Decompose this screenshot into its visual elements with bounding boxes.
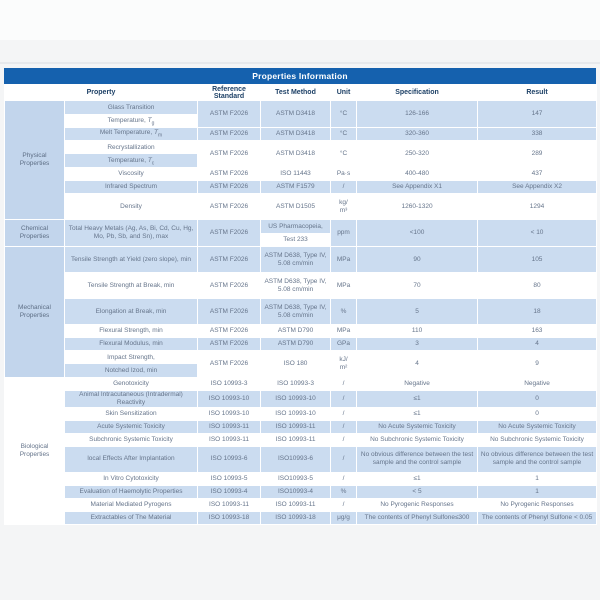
cell-test-method: ISO 10993-10 xyxy=(261,407,331,420)
cell-unit: kJ/ m² xyxy=(331,351,357,378)
table-row xyxy=(5,181,597,194)
cell-unit: MPa xyxy=(331,247,357,273)
cell-reference-standard: ASTM F2026 xyxy=(198,299,261,325)
cell-test-method: ISO 10993-10 xyxy=(261,391,331,408)
cell-unit: GPa xyxy=(331,338,357,351)
cell-specification: 320-360 xyxy=(357,128,478,141)
cell-property-line: Temperature, $T_g$ xyxy=(65,114,197,127)
cell-test-method: ISO 10993-11 xyxy=(261,433,331,446)
column-header-specification: Specification xyxy=(357,85,478,101)
cell-unit: / xyxy=(331,472,357,485)
cell-property-line: Temperature, $T_c$ xyxy=(65,154,197,167)
cell-unit: / xyxy=(331,378,357,391)
cell-result: No Pyrogenic Responses xyxy=(478,498,597,511)
cell-property-line: Impact Strength, xyxy=(65,351,197,364)
cell-test-method: ISO 10993-11 xyxy=(261,498,331,511)
table-row xyxy=(5,101,597,128)
cell-specification: <100 xyxy=(357,220,478,247)
cell-test-method: ASTM D790 xyxy=(261,338,331,351)
cell-reference-standard: ASTM F2026 xyxy=(198,338,261,351)
cell-reference-standard: ISO 10993-5 xyxy=(198,472,261,485)
cell-specification: 250-320 xyxy=(357,141,478,168)
cell-property-line: Recrystallization xyxy=(65,141,197,154)
cell-property-line: Notched Izod, min xyxy=(65,364,197,377)
cell-property: Viscosity xyxy=(65,168,198,181)
cell-result: 1294 xyxy=(478,194,597,220)
cell-test-method: ASTM D638, Type IV, 5.08 cm/min xyxy=(261,299,331,325)
cell-reference-standard: ASTM F2026 xyxy=(198,247,261,273)
cell-property: Animal Intracutaneous (Intradermal) Reactivity xyxy=(65,391,198,408)
cell-specification: ≤1 xyxy=(357,407,478,420)
cell-test-method: ASTM D1505 xyxy=(261,194,331,220)
cell-specification: ≤1 xyxy=(357,472,478,485)
cell-result: 4 xyxy=(478,338,597,351)
cell-result: < 10 xyxy=(478,220,597,247)
cell-reference-standard: ISO 10993-11 xyxy=(198,420,261,433)
cell-unit: MPa xyxy=(331,325,357,338)
table-row xyxy=(5,220,597,247)
table-row xyxy=(5,351,597,378)
cell-test-method: ISO 10993-18 xyxy=(261,511,331,524)
table-row xyxy=(5,338,597,351)
cell-property: Melt Temperature, $T_m$ xyxy=(65,128,198,141)
column-header-unit: Unit xyxy=(331,85,357,101)
cell-group-label: Mechanical Properties xyxy=(5,247,65,378)
cell-result: The contents of Phenyl Sulfone < 0.05 xyxy=(478,511,597,524)
cell-specification: No Subchronic Systemic Toxicity xyxy=(357,433,478,446)
cell-unit: / xyxy=(331,407,357,420)
cell-specification: < 5 xyxy=(357,485,478,498)
cell-specification: The contents of Phenyl Sulfone≤300 xyxy=(357,511,478,524)
cell-property: Total Heavy Metals (Ag, As, Bi, Cd, Cu, Hg, Mo, Pb, Sb, and Sn), max xyxy=(65,220,198,247)
cell-reference-standard: ISO 10993-11 xyxy=(198,498,261,511)
cell-property: In Vitro Cytotoxicity xyxy=(65,472,198,485)
cell-result: Negative xyxy=(478,378,597,391)
cell-specification: 1260-1320 xyxy=(357,194,478,220)
cell-reference-standard: ISO 10993-18 xyxy=(198,511,261,524)
cell-property: Evaluation of Haemolytic Properties xyxy=(65,485,198,498)
cell-result: 289 xyxy=(478,141,597,168)
cell-reference-standard: ISO 10993-3 xyxy=(198,378,261,391)
cell-property: Flexural Strength, min xyxy=(65,325,198,338)
table-row xyxy=(5,299,597,325)
cell-reference-standard: ISO 10993-6 xyxy=(198,446,261,472)
cell-unit: / xyxy=(331,420,357,433)
cell-test-method: ASTM D638, Type IV, 5.08 cm/min xyxy=(261,273,331,299)
cell-group-label: Chemical Properties xyxy=(5,220,65,247)
cell-test-method xyxy=(261,220,331,247)
cell-property: Subchronic Systemic Toxicity xyxy=(65,433,198,446)
cell-result: 18 xyxy=(478,299,597,325)
cell-test-method: ASTM D3418 xyxy=(261,128,331,141)
cell-test-method: ISO 10993-3 xyxy=(261,378,331,391)
cell-test-method: ISO 10993-11 xyxy=(261,420,331,433)
cell-reference-standard: ASTM F2026 xyxy=(198,101,261,128)
cell-group-label: Biological Properties xyxy=(5,378,65,525)
column-header-property: Property xyxy=(5,85,198,101)
table-row xyxy=(5,498,597,511)
cell-specification: See Appendix X1 xyxy=(357,181,478,194)
table-row xyxy=(5,247,597,273)
cell-unit: °C xyxy=(331,141,357,168)
cell-reference-standard: ASTM F2026 xyxy=(198,168,261,181)
cell-specification: No Pyrogenic Responses xyxy=(357,498,478,511)
page-divider-line xyxy=(0,62,600,64)
cell-result: 0 xyxy=(478,407,597,420)
cell-unit: MPa xyxy=(331,273,357,299)
cell-test-method: ASTM D638, Type IV, 5.08 cm/min xyxy=(261,247,331,273)
cell-test-method-line: Test 233 xyxy=(261,233,330,246)
cell-unit: % xyxy=(331,299,357,325)
cell-specification: ≤1 xyxy=(357,391,478,408)
table-row xyxy=(5,485,597,498)
column-header-result: Result xyxy=(478,85,597,101)
page-top-band xyxy=(0,0,600,40)
cell-specification: 400-480 xyxy=(357,168,478,181)
cell-result: 147 xyxy=(478,101,597,128)
cell-test-method: ISO 11443 xyxy=(261,168,331,181)
cell-specification: 3 xyxy=(357,338,478,351)
table-row xyxy=(5,325,597,338)
cell-reference-standard: ASTM F2026 xyxy=(198,351,261,378)
cell-property xyxy=(65,101,198,128)
table-row xyxy=(5,433,597,446)
cell-test-method: ASTM D3418 xyxy=(261,101,331,128)
table-row xyxy=(5,472,597,485)
cell-result: 163 xyxy=(478,325,597,338)
column-header-reference-standard: Reference Standard xyxy=(198,85,261,101)
cell-reference-standard: ASTM F2026 xyxy=(198,273,261,299)
cell-property: Infrared Spectrum xyxy=(65,181,198,194)
cell-specification: No obvious difference between the test sample and the control sample xyxy=(357,446,478,472)
cell-result: No Acute Systemic Toxicity xyxy=(478,420,597,433)
cell-reference-standard: ASTM F2026 xyxy=(198,181,261,194)
cell-result: 1 xyxy=(478,472,597,485)
table-row xyxy=(5,128,597,141)
cell-specification: No Acute Systemic Toxicity xyxy=(357,420,478,433)
table-title: Properties Information xyxy=(4,68,596,84)
cell-property: local Effects After Implantation xyxy=(65,446,198,472)
cell-specification: 90 xyxy=(357,247,478,273)
cell-test-method: ASTM D790 xyxy=(261,325,331,338)
cell-test-method: ASTM F1579 xyxy=(261,181,331,194)
cell-specification: 5 xyxy=(357,299,478,325)
cell-reference-standard: ISO 10993-10 xyxy=(198,407,261,420)
table-row xyxy=(5,407,597,420)
cell-unit: °C xyxy=(331,128,357,141)
cell-result: 0 xyxy=(478,391,597,408)
cell-property: Elongation at Break, min xyxy=(65,299,198,325)
cell-result: 1 xyxy=(478,485,597,498)
cell-test-method: ISO10993-6 xyxy=(261,446,331,472)
cell-result: No Subchronic Systemic Toxicity xyxy=(478,433,597,446)
table-row xyxy=(5,141,597,168)
cell-group-label: Physical Properties xyxy=(5,101,65,220)
cell-property: Material Mediated Pyrogens xyxy=(65,498,198,511)
table-row xyxy=(5,273,597,299)
cell-property-line: Glass Transition xyxy=(65,101,197,114)
cell-unit: kg/ m³ xyxy=(331,194,357,220)
table-row xyxy=(5,511,597,524)
cell-test-method: ISO10993-4 xyxy=(261,485,331,498)
cell-reference-standard: ASTM F2026 xyxy=(198,194,261,220)
cell-test-method-line: US Pharmacopeia, xyxy=(261,220,330,233)
cell-reference-standard: ISO 10993-4 xyxy=(198,485,261,498)
cell-property xyxy=(65,141,198,168)
cell-unit: / xyxy=(331,433,357,446)
cell-reference-standard: ISO 10993-10 xyxy=(198,391,261,408)
cell-property: Density xyxy=(65,194,198,220)
cell-unit: ppm xyxy=(331,220,357,247)
properties-data-table xyxy=(4,84,597,525)
table-row xyxy=(5,168,597,181)
cell-property: Genotoxicity xyxy=(65,378,198,391)
cell-reference-standard: ISO 10993-11 xyxy=(198,433,261,446)
table-row xyxy=(5,446,597,472)
column-header-row xyxy=(5,85,597,101)
cell-result: 105 xyxy=(478,247,597,273)
cell-test-method: ASTM D3418 xyxy=(261,141,331,168)
cell-test-method: ISO10993-5 xyxy=(261,472,331,485)
cell-specification: Negative xyxy=(357,378,478,391)
cell-unit: / xyxy=(331,181,357,194)
cell-result: 338 xyxy=(478,128,597,141)
properties-table xyxy=(4,68,596,525)
cell-specification: 70 xyxy=(357,273,478,299)
cell-property xyxy=(65,351,198,378)
cell-unit: °C xyxy=(331,101,357,128)
cell-property: Skin Sensitization xyxy=(65,407,198,420)
cell-reference-standard: ASTM F2026 xyxy=(198,220,261,247)
cell-specification: 4 xyxy=(357,351,478,378)
cell-result: No obvious difference between the test sample and the control sample xyxy=(478,446,597,472)
cell-unit: % xyxy=(331,485,357,498)
cell-property: Tensile Strength at Break, min xyxy=(65,273,198,299)
table-row xyxy=(5,194,597,220)
cell-result: 437 xyxy=(478,168,597,181)
cell-unit: / xyxy=(331,498,357,511)
cell-specification: 110 xyxy=(357,325,478,338)
cell-reference-standard: ASTM F2026 xyxy=(198,128,261,141)
cell-result: See Appendix X2 xyxy=(478,181,597,194)
cell-property: Acute Systemic Toxicity xyxy=(65,420,198,433)
cell-result: 9 xyxy=(478,351,597,378)
table-row xyxy=(5,420,597,433)
cell-unit: / xyxy=(331,446,357,472)
cell-property: Tensile Strength at Yield (zero slope), min xyxy=(65,247,198,273)
cell-reference-standard: ASTM F2026 xyxy=(198,141,261,168)
table-row xyxy=(5,391,597,408)
cell-unit: / xyxy=(331,391,357,408)
table-row xyxy=(5,378,597,391)
cell-reference-standard: ASTM F2026 xyxy=(198,325,261,338)
cell-unit: μg/g xyxy=(331,511,357,524)
cell-test-method: ISO 180 xyxy=(261,351,331,378)
cell-property: Flexural Modulus, min xyxy=(65,338,198,351)
cell-property: Extractables of The Material xyxy=(65,511,198,524)
cell-result: 80 xyxy=(478,273,597,299)
cell-specification: 126-166 xyxy=(357,101,478,128)
column-header-test-method: Test Method xyxy=(261,85,331,101)
cell-unit: Pa·s xyxy=(331,168,357,181)
